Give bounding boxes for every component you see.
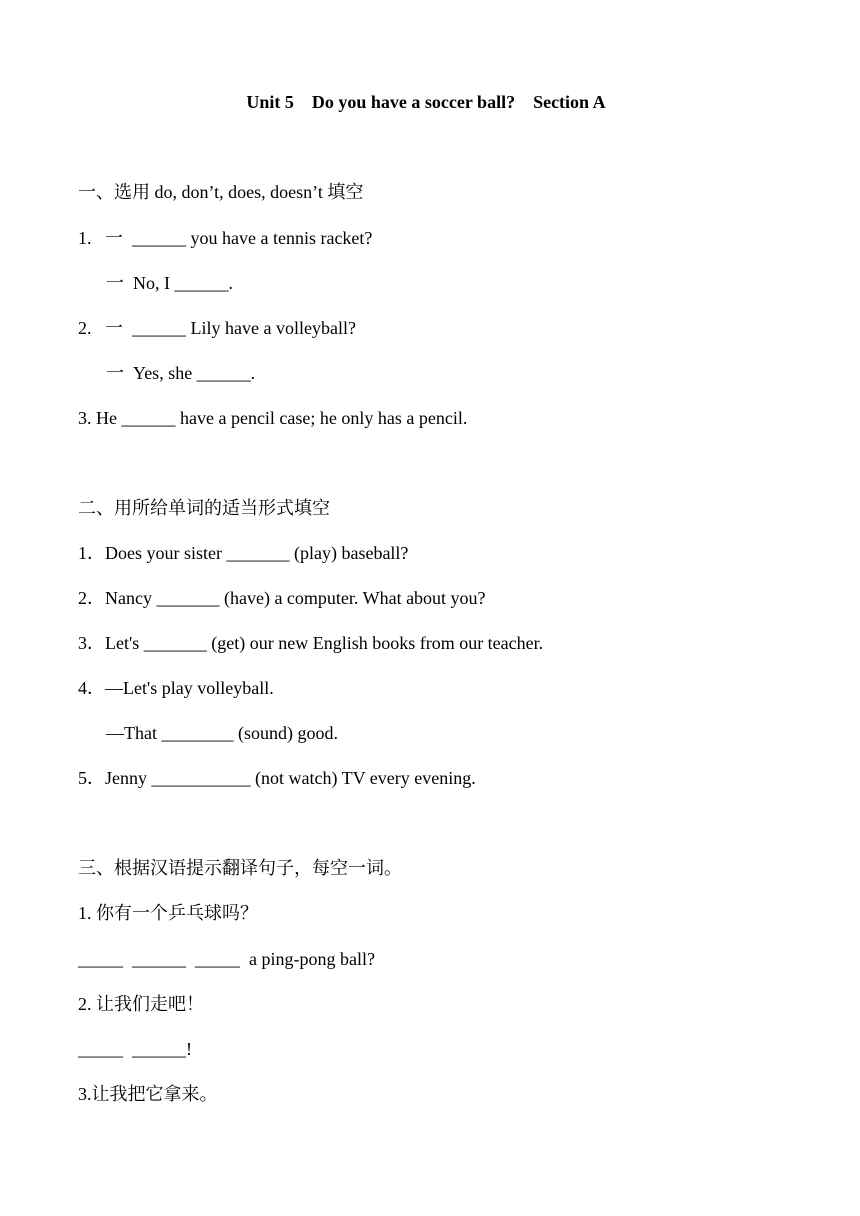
question-line: 3. He ______ have a pencil case; he only has a pencil. [78,408,468,428]
question-line: 4．—Let's play volleyball. [78,678,274,698]
question-line: 1．Does your sister _______ (play) baseball? [78,543,409,563]
question-line: 2. 让我们走吧！ [78,994,204,1014]
question-line: 5．Jenny ___________ (not watch) TV every evening. [78,768,476,788]
question-line: 2. 一 ______ Lily have a volleyball? [78,318,356,338]
section-1-heading: 一、选用 do, don’t, does, doesn’t 填空 [78,182,364,202]
answer-line: _____ ______ _____ a ping-pong ball? [78,949,375,969]
section-2-heading: 二、用所给单词的适当形式填空 [78,498,330,518]
question-line: 3．Let's _______ (get) our new English books from our teacher. [78,633,544,653]
answer-line: 一 No, I ______. [106,273,233,293]
answer-line: —That ________ (sound) good. [106,723,338,743]
question-line: 1. 一 ______ you have a tennis racket? [78,228,373,248]
section-3-heading: 三、根据汉语提示翻译句子，每空一词。 [78,858,402,878]
page-title: Unit 5 Do you have a soccer ball? Section A [246,92,606,112]
question-line: 1. 你有一个乒乓球吗？ [78,903,258,923]
question-line: 2．Nancy _______ (have) a computer. What about you? [78,588,486,608]
question-line: 3.让我把它拿来。 [78,1084,218,1104]
answer-line: 一 Yes, she ______. [106,363,256,383]
answer-line: _____ ______! [78,1039,192,1059]
